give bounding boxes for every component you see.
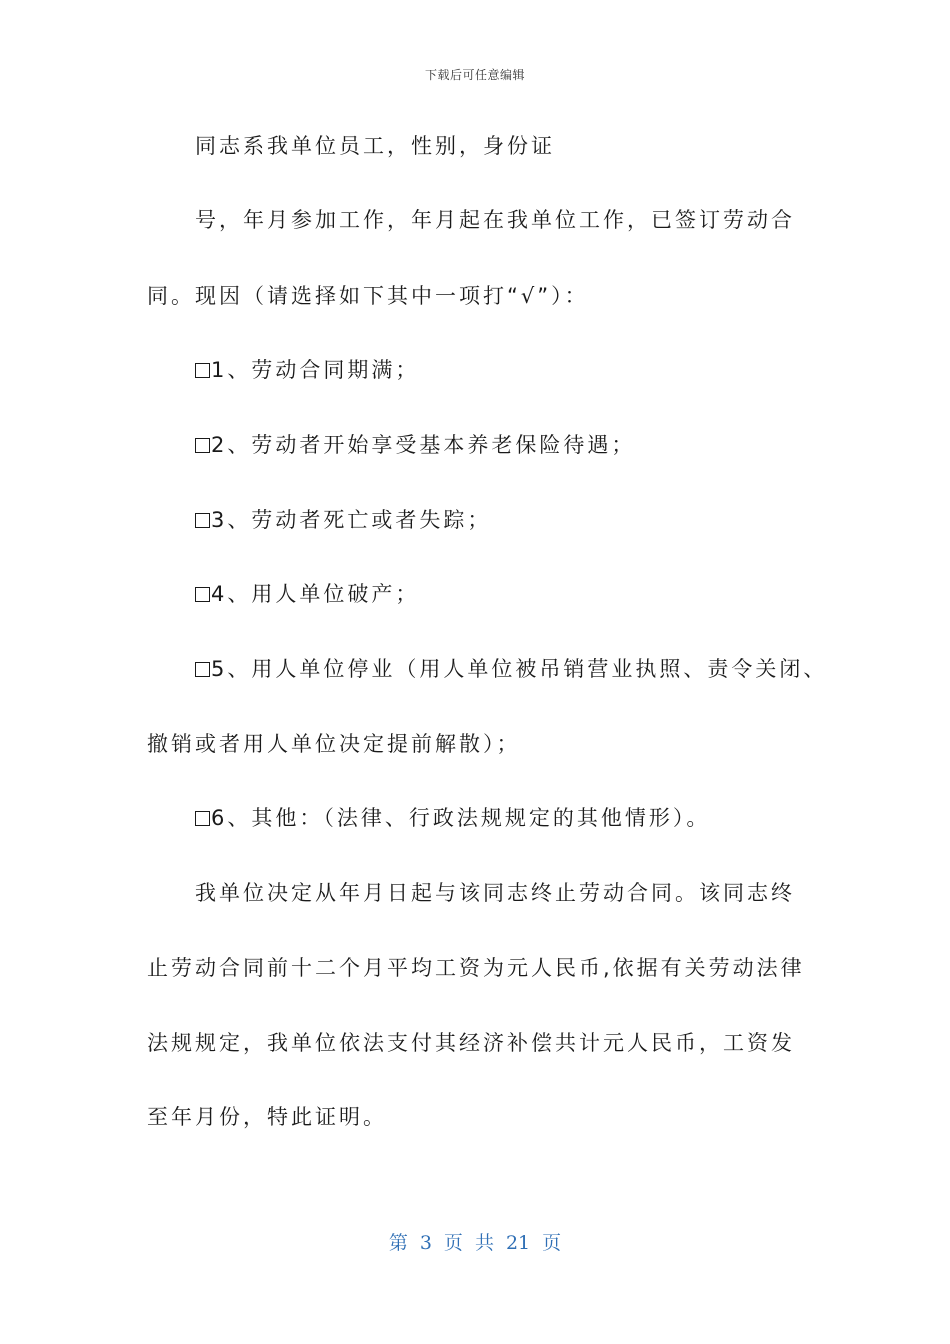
checkbox-icon[interactable]: [195, 363, 210, 378]
checkbox-icon[interactable]: [195, 513, 210, 528]
paragraph-2-line-2: 止劳动合同前十二个月平均工资为元人民币,依据有关劳动法律: [147, 956, 805, 980]
checkbox-icon[interactable]: [195, 438, 210, 453]
page-header-note: 下载后可任意编辑: [424, 68, 525, 82]
total-pages-number: 21: [505, 1232, 531, 1254]
option-5: [195, 655, 827, 683]
footer-suffix: 页: [542, 1232, 562, 1254]
option-5-continuation: 撤销或者用人单位决定提前解散）；: [147, 732, 521, 756]
checkbox-icon[interactable]: [195, 587, 210, 602]
option-5-text: 5、用人单位停业（用人单位被吊销营业执照、责令关闭、: [211, 657, 828, 681]
paragraph-1-line-2: 号，年月参加工作，年月起在我单位工作，已签订劳动合: [195, 208, 795, 232]
option-2-text: 2、劳动者开始享受基本养老保险待遇；: [211, 433, 636, 457]
option-3: [195, 506, 491, 534]
footer-prefix: 第: [388, 1232, 408, 1254]
paragraph-1-line-3: 同。现因（请选择如下其中一项打“√”）：: [147, 284, 589, 308]
current-page-number: 3: [419, 1232, 432, 1254]
option-1-text: 1、劳动合同期满；: [211, 358, 420, 382]
option-4: [195, 580, 419, 608]
checkbox-icon[interactable]: [195, 662, 210, 677]
paragraph-2-line-3: 法规规定，我单位依法支付其经济补偿共计元人民币，工资发: [147, 1031, 795, 1055]
paragraph-1-line-1: 同志系我单位员工，性别，身份证: [195, 134, 555, 158]
page-number-footer: [0, 1228, 950, 1255]
paragraph-2-line-1: 我单位决定从年月日起与该同志终止劳动合同。该同志终: [195, 881, 795, 905]
footer-middle: 页 共: [443, 1232, 494, 1254]
paragraph-2-line-4: 至年月份，特此证明。: [147, 1105, 387, 1129]
checkbox-icon[interactable]: [195, 811, 210, 826]
option-6: [195, 804, 710, 832]
option-4-text: 4、用人单位破产；: [211, 582, 420, 606]
option-1: [195, 356, 419, 384]
option-6-text: 6、其他：（法律、行政法规规定的其他情形）。: [211, 806, 711, 830]
option-3-text: 3、劳动者死亡或者失踪；: [211, 508, 492, 532]
option-2: [195, 431, 635, 459]
